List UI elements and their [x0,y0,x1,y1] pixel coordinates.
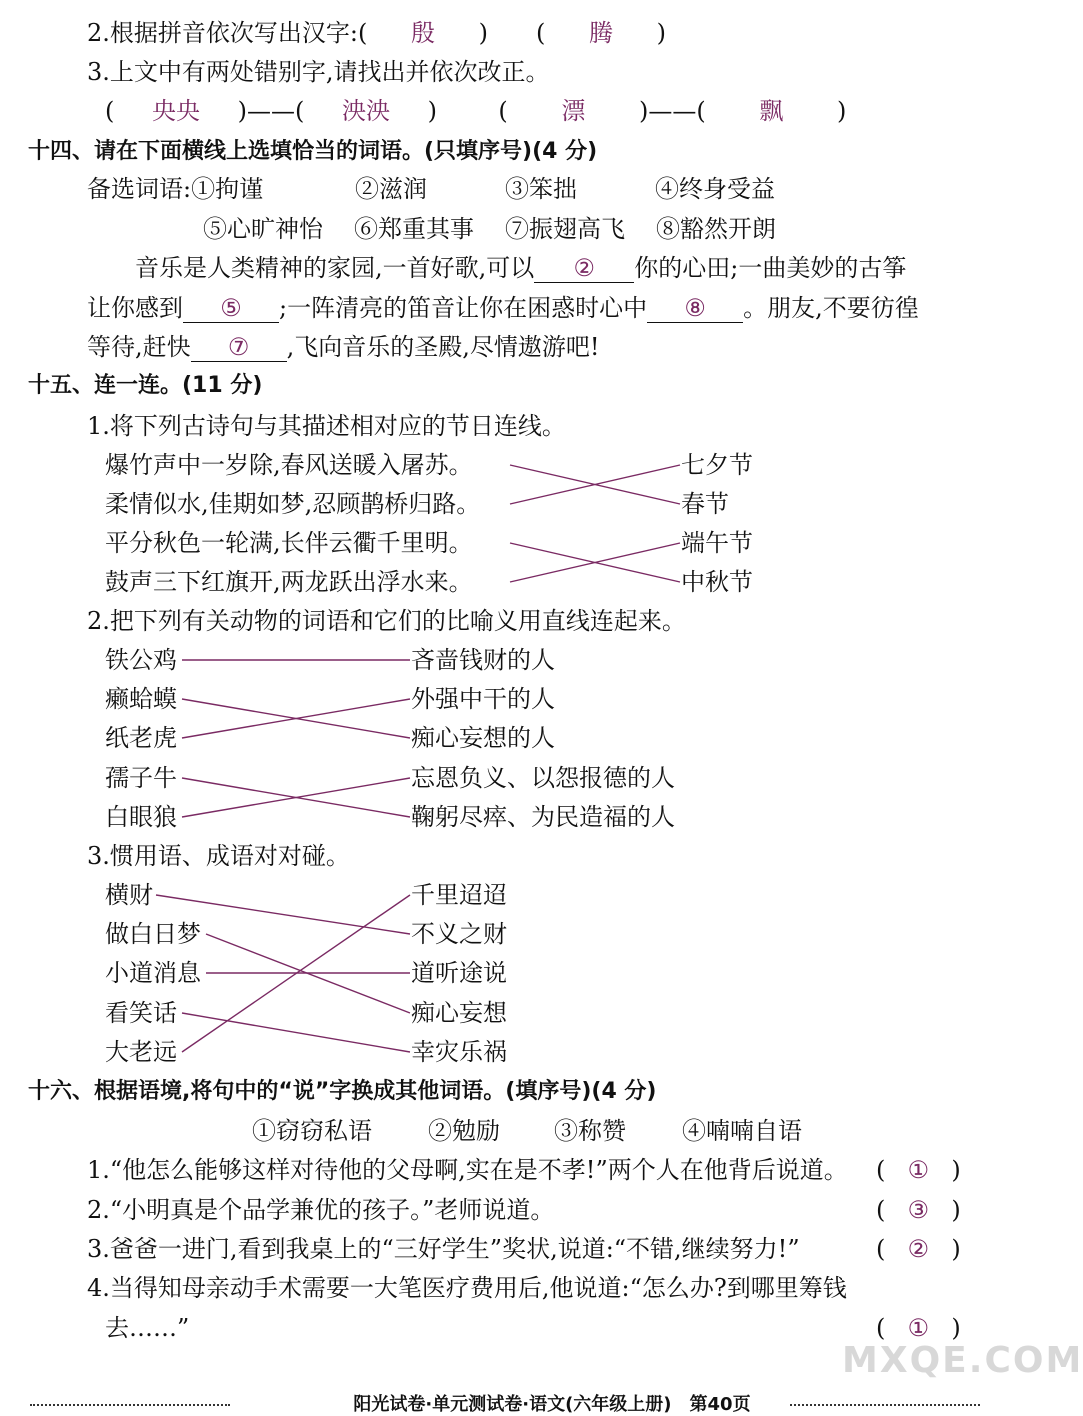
footer-dotted-rule [30,1404,230,1406]
q16-item-1-text: 1.“他怎么能够这样对待他的父母啊,实在是不孝!”两个人在他背后说道。 [87,1156,848,1184]
footer-dotted-rule [790,1404,980,1406]
q13-item2-mid: ) ( [478,19,546,47]
animal-item: 纸老虎 [105,724,177,752]
idiom-right-item: 幸灾乐祸 [411,1038,507,1066]
q14-title: 十四、请在下面横线上选填恰当的词语。(只填序号)(4 分) [28,139,598,164]
match-line [206,934,410,1013]
passage-text: ,飞向音乐的圣殿,尽情遨游吧! [286,333,600,361]
footer-text: 阳光试卷·单元测试卷·语文(六年级上册) 第40页 [353,1394,751,1415]
match-line [510,465,680,504]
q14-blank-2: ⑤ [183,294,279,323]
passage-text: 你的心田;一曲美妙的古筝 [634,254,907,282]
q13-answer-wrong2: 漂 [561,97,586,125]
idiom-right-item: 不义之财 [411,920,507,948]
q14-option: ②滋润 [355,175,427,203]
q14-option: ③笨拙 [505,175,577,203]
q15-sub1: 1.将下列古诗句与其描述相对应的节日连线。 [87,412,566,440]
q13-item3-answers [105,96,846,126]
q13-item2-answer1: 殷 [411,19,435,47]
q16-answer-box-3 [876,1234,976,1264]
passage-text: 让你感到 [87,294,183,322]
watermark-logo: MXQE.COM [842,1340,1083,1381]
q14-option: ⑥郑重其事 [354,215,474,243]
q16-options [252,1116,802,1146]
match-line [510,543,680,582]
paren: ) [951,1314,961,1342]
q14-blank-3: ⑧ [647,294,743,323]
animal-item: 癞蛤蟆 [105,685,177,713]
festival-item: 中秋节 [681,568,753,596]
idiom-right-item: 道听途说 [411,959,507,987]
q16-answer-2: ③ [907,1196,930,1224]
paren: )——( [237,97,305,125]
paren: ) [951,1235,961,1263]
meaning-item: 吝啬钱财的人 [411,646,555,674]
q13-answer-correct2: 飘 [759,97,784,125]
meaning-item: 痴心妄想的人 [411,724,555,752]
animal-item: 孺子牛 [105,764,177,792]
q14-option: ④终身受益 [655,175,775,203]
poem-item: 柔情似水,佳期如梦,忍顾鹊桥归路。 [105,490,481,518]
q16-answer-box-2 [876,1195,976,1225]
q14-option: ⑧豁然开朗 [656,215,776,243]
q16-answer-1: ① [907,1156,930,1184]
q13-item2-end: ) [656,19,667,47]
match-line [182,1013,410,1052]
idiom-left-item: 横财 [105,881,153,909]
q16-answer-box-1 [876,1155,976,1185]
idiom-right-item: 痴心妄想 [411,999,507,1027]
festival-item: 端午节 [681,529,753,557]
poem-item: 平分秋色一轮满,长伴云衢千里明。 [105,529,473,557]
meaning-item: 外强中干的人 [411,685,555,713]
paren: )——( [638,97,706,125]
q16-answer-4: ① [907,1314,930,1342]
page-footer [30,1394,980,1415]
match-line [510,543,680,582]
paren: ( [876,1314,886,1342]
q16-item-3-text: 3.爸爸一进门,看到我桌上的“三好学生”奖状,说道:“不错,继续努力!” [87,1235,800,1263]
paren: ) [837,97,847,125]
q16-option: ④喃喃自语 [682,1117,802,1145]
q14-option: ⑤心旷神怡 [203,215,323,243]
paren: ( [876,1235,886,1263]
idiom-right-item: 千里迢迢 [411,881,507,909]
match-line [510,465,680,504]
poem-item: 爆竹声中一岁除,春风送暖入屠苏。 [105,451,473,479]
match-line [182,699,410,738]
festival-item: 春节 [681,490,729,518]
meaning-item: 忘恩负义、以怨报德的人 [411,764,675,792]
match-line [182,778,410,817]
q14-blank-4: ⑦ [191,333,287,362]
festival-item: 七夕节 [681,451,753,479]
animal-item: 铁公鸡 [105,646,177,674]
q14-blank-1: ② [534,254,634,283]
q13-item2-answer2: 腾 [589,19,614,47]
meaning-item: 鞠躬尽瘁、为民造福的人 [411,803,675,831]
q16-option: ②勉励 [428,1117,500,1145]
idiom-left-item: 大老远 [105,1038,177,1066]
q15-sub2: 2.把下列有关动物的词语和它们的比喻义用直线连起来。 [87,607,686,635]
animal-item: 白眼狼 [105,803,177,831]
q14-passage-line2 [87,293,919,323]
q13-item3: 3.上文中有两处错别字,请找出并依次改正。 [87,58,550,86]
passage-text: 。朋友,不要彷徨 [743,294,919,322]
q13-answer-wrong1: 央央 [152,97,201,125]
q15-title: 十五、连一连。(11 分) [28,373,263,398]
q14-option: 备选词语:①拘谨 [87,175,264,203]
paren: ( [498,97,508,125]
match-line [182,895,410,1052]
q14-option: ⑦振翅高飞 [505,215,625,243]
passage-text: 等待,赶快 [87,333,191,361]
passage-text: 音乐是人类精神的家园,一首好歌,可以 [135,254,535,282]
q14-passage-line3 [87,332,600,362]
idiom-left-item: 做白日梦 [105,920,201,948]
q14-options-row2 [203,214,776,244]
paren: ( [105,97,115,125]
match-line [182,778,410,817]
q16-option: ①窃窃私语 [252,1117,372,1145]
q16-item-4-cont: 去……” [105,1314,190,1342]
match-line [182,699,410,738]
q16-answer-box-4 [876,1313,976,1343]
paren: ) [951,1156,961,1184]
idiom-left-item: 看笑话 [105,999,177,1027]
paren: ) [951,1196,961,1224]
q13-item2-text: 2.根据拼音依次写出汉字:( [87,19,368,47]
q13-answer-correct1: 泱泱 [342,97,391,125]
q16-item-2-text: 2.“小明真是个品学兼优的孩子。”老师说道。 [87,1196,555,1224]
q14-passage-line1 [135,253,906,283]
q16-option: ③称赞 [554,1117,626,1145]
paren: ( [876,1196,886,1224]
paren: ) [427,97,438,125]
paren: ( [876,1156,886,1184]
q16-answer-3: ② [907,1235,930,1263]
q13-item2 [87,18,666,48]
q14-options-row1 [87,174,775,204]
q15-sub3: 3.惯用语、成语对对碰。 [87,842,350,870]
idiom-left-item: 小道消息 [105,959,201,987]
q16-title: 十六、根据语境,将句中的“说”字换成其他词语。(填序号)(4 分) [28,1079,657,1104]
passage-text: ;一阵清亮的笛音让你在困惑时心中 [279,294,648,322]
poem-item: 鼓声三下红旗开,两龙跃出浮水来。 [105,568,473,596]
q16-item-4-text: 4.当得知母亲动手术需要一大笔医疗费用后,他说道:“怎么办?到哪里筹钱 [87,1274,847,1302]
